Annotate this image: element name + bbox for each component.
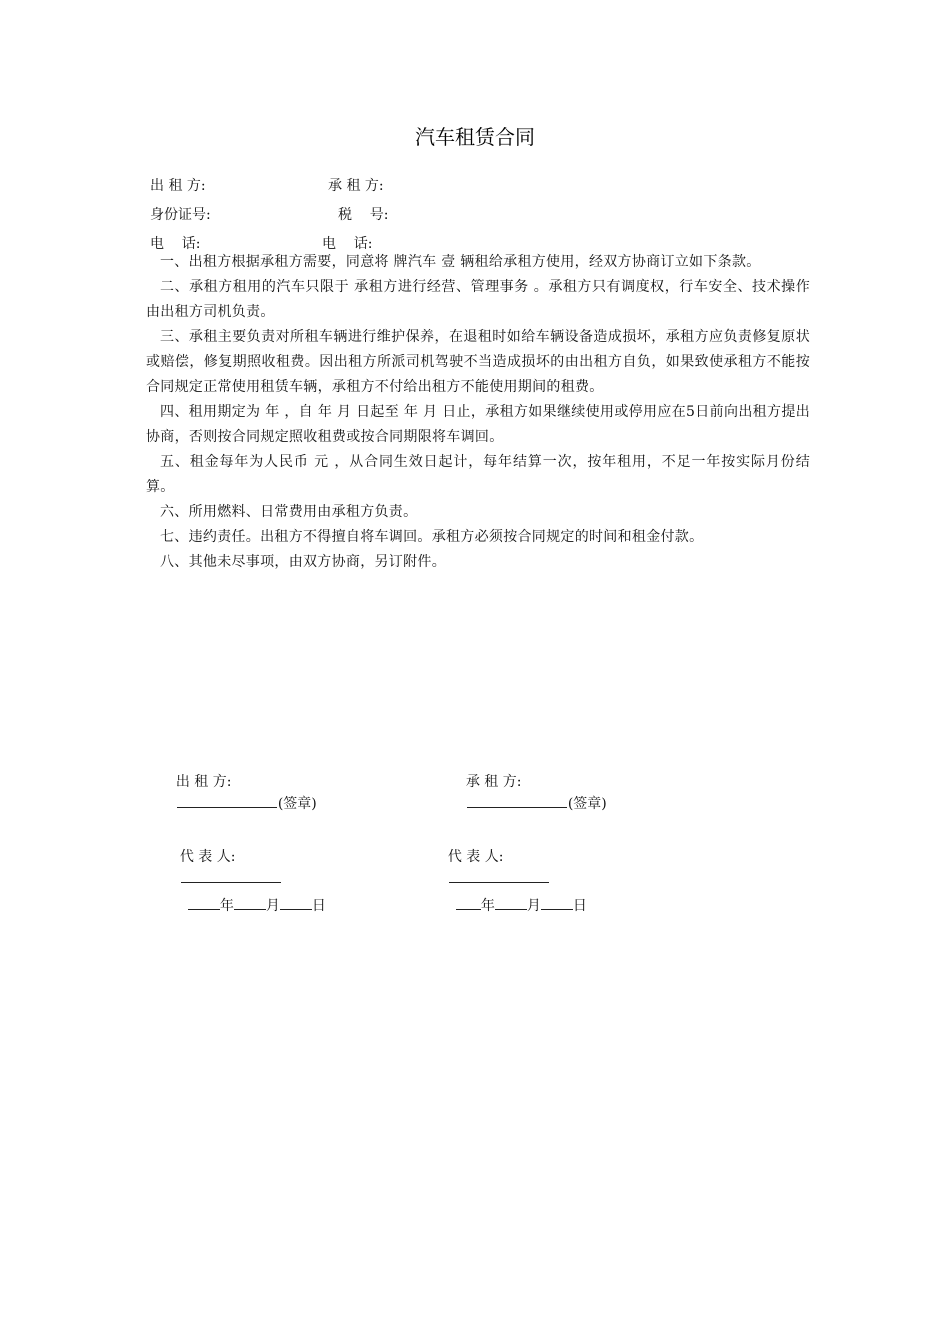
lessor-signature-line: [177, 793, 277, 808]
lessor-rep-label: 代 表 人:: [179, 849, 236, 865]
lessee-seal-note: (签章): [567, 796, 607, 812]
lessee-year-line: [456, 895, 481, 910]
sig-lessee-label: 承 租 方:: [465, 774, 522, 790]
tax-number-label: 税 号:: [338, 207, 389, 223]
clause-8: 八、其他未尽事项，由双方协商，另订附件。: [160, 554, 446, 570]
clause-4: 四、租用期定为 年 ，自 年 月 日起至 年 月 日止，承租方如果继续使用或停用应在5日前向出租方提出协商，否则按合同规定照收租费或按合同期限将车调回。: [146, 404, 810, 445]
document-title: 汽车租赁合同: [415, 125, 535, 149]
parties-row-2: [148, 204, 808, 233]
lessee-month-label: 月: [526, 898, 541, 914]
lessor-label: 出 租 方:: [150, 178, 206, 194]
id-number-label: 身份证号:: [150, 207, 211, 223]
lessor-day-label: 日: [311, 898, 326, 914]
phone-right-label: 电 话:: [322, 236, 373, 252]
parties-block: [148, 175, 808, 262]
phone-left-label: 电 话:: [150, 236, 201, 252]
lessee-rep-label: 代 表 人:: [447, 849, 504, 865]
lessor-day-line: [280, 895, 312, 910]
lessor-seal-note: (签章): [277, 796, 317, 812]
clauses-block: [146, 250, 810, 575]
lessee-year-label: 年: [480, 898, 495, 914]
lessor-year-line: [188, 895, 220, 910]
lessor-month-label: 月: [265, 898, 280, 914]
clause-7: 七、违约责任。出租方不得擅自将车调回。承租方必须按合同规定的时间和租金付款。: [160, 529, 704, 545]
lessee-label: 承 租 方:: [328, 178, 384, 194]
sig-lessor-label: 出 租 方:: [175, 774, 232, 790]
lessee-day-line: [541, 895, 573, 910]
lessor-date-row: [170, 873, 326, 939]
lessee-signature-line: [467, 793, 567, 808]
parties-row-1: [148, 175, 808, 204]
lessee-date-row: [438, 873, 587, 939]
clause-3: 三、承租主要负责对所租车辆进行维护保养，在退租时如给车辆设备造成损坏，承租方应负责修复原状或赔偿，修复期照收租费。因出租方所派司机驾驶不当造成损坏的由出租方自负，如果致使承租方不能按合同规定正常使用租赁车辆，承租方不付给出租方不能使用期间的租费。: [146, 329, 810, 395]
lessor-month-line: [234, 895, 266, 910]
clause-1: 一、出租方根据承租方需要，同意将 牌汽车 壹 辆租给承租方使用，经双方协商订立如下条款。: [160, 254, 761, 270]
lessee-day-label: 日: [572, 898, 587, 914]
lessor-year-label: 年: [219, 898, 234, 914]
lessee-month-line: [495, 895, 527, 910]
clause-6: 六、所用燃料、日常费用由承租方负责。: [160, 504, 418, 520]
clause-5: 五、租金每年为人民币 元 ，从合同生效日起计，每年结算一次，按年租用，不足一年按实际月份结算。: [146, 454, 810, 495]
clause-2: 二、承租方租用的汽车只限于 承租方进行经营、管理事务 。承租方只有调度权，行车安全、技术操作由出租方司机负责。: [146, 279, 810, 320]
